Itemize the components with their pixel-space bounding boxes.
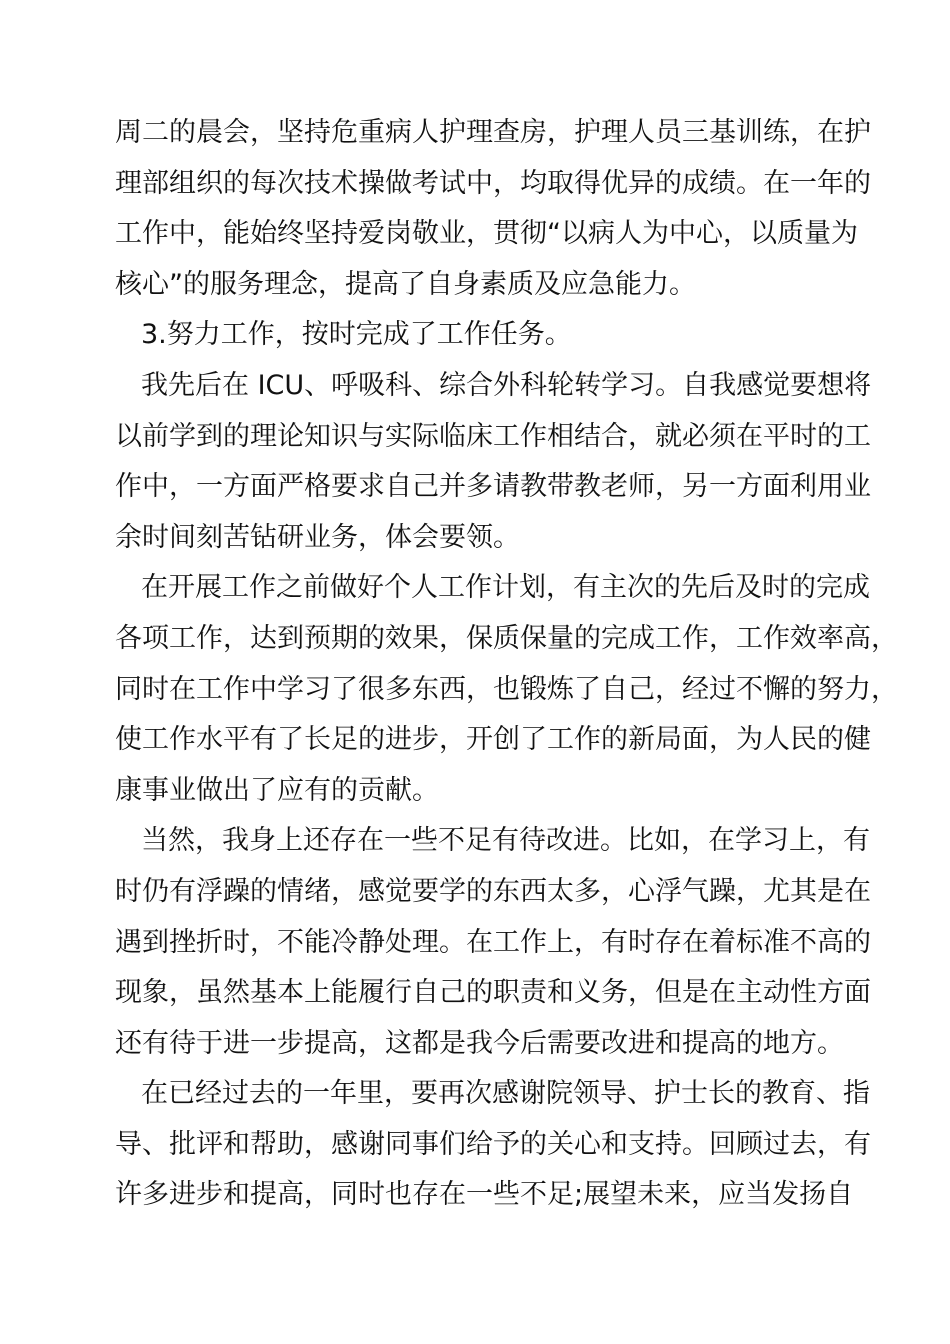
text-line: 理部组织的每次技术操做考试中，均取得优异的成绩。在一年的 [115, 167, 871, 199]
text-line: 当然，我身上还存在一些不足有待改进。比如，在学习上，有 [141, 825, 870, 857]
text-line: 同时在工作中学习了很多东西，也锻炼了自己，经过不懈的努力， [115, 673, 898, 705]
document-body [115, 108, 898, 1221]
text-line: 使工作水平有了长足的进步，开创了工作的新局面，为人民的健 [115, 724, 871, 756]
text-line: 导、批评和帮助，感谢同事们给予的关心和支持。回顾过去，有 [115, 1128, 871, 1160]
text-line: 在开展工作之前做好个人工作计划，有主次的先后及时的完成 [141, 572, 870, 604]
text-line: 在已经过去的一年里，要再次感谢院领导、护士长的教育、指 [141, 1078, 870, 1110]
text-line: 我先后在 ICU、呼吸科、综合外科轮转学习。自我感觉要想将 [141, 369, 872, 401]
text-line: 以前学到的理论知识与实际临床工作相结合，就必须在平时的工 [115, 420, 871, 452]
text-line: 还有待于进一步提高，这都是我今后需要改进和提高的地方。 [115, 1027, 844, 1059]
text-line: 作中，一方面严格要求自己并多请教带教老师，另一方面利用业 [115, 471, 871, 503]
text-line: 现象，虽然基本上能履行自己的职责和义务，但是在主动性方面 [115, 977, 871, 1009]
text-line: 遇到挫折时，不能冷静处理。在工作上，有时存在着标准不高的 [115, 926, 871, 958]
text-line: 3.努力工作，按时完成了工作任务。 [141, 319, 572, 351]
text-line: 许多进步和提高，同时也存在一些不足;展望未来，应当发扬自 [115, 1179, 854, 1211]
text-line: 时仍有浮躁的情绪，感觉要学的东西太多，心浮气躁，尤其是在 [115, 875, 871, 907]
text-line: 各项工作，达到预期的效果，保质保量的完成工作，工作效率高， [115, 622, 898, 654]
text-line: 工作中，能始终坚持爱岗敬业，贯彻“以病人为中心，以质量为 [115, 218, 858, 250]
text-line: 核心”的服务理念，提高了自身素质及应急能力。 [115, 268, 696, 300]
text-line: 康事业做出了应有的贡献。 [115, 774, 439, 806]
text-line: 余时间刻苦钻研业务，体会要领。 [115, 521, 520, 553]
text-line: 周二的晨会，坚持危重病人护理查房，护理人员三基训练，在护 [115, 117, 871, 148]
